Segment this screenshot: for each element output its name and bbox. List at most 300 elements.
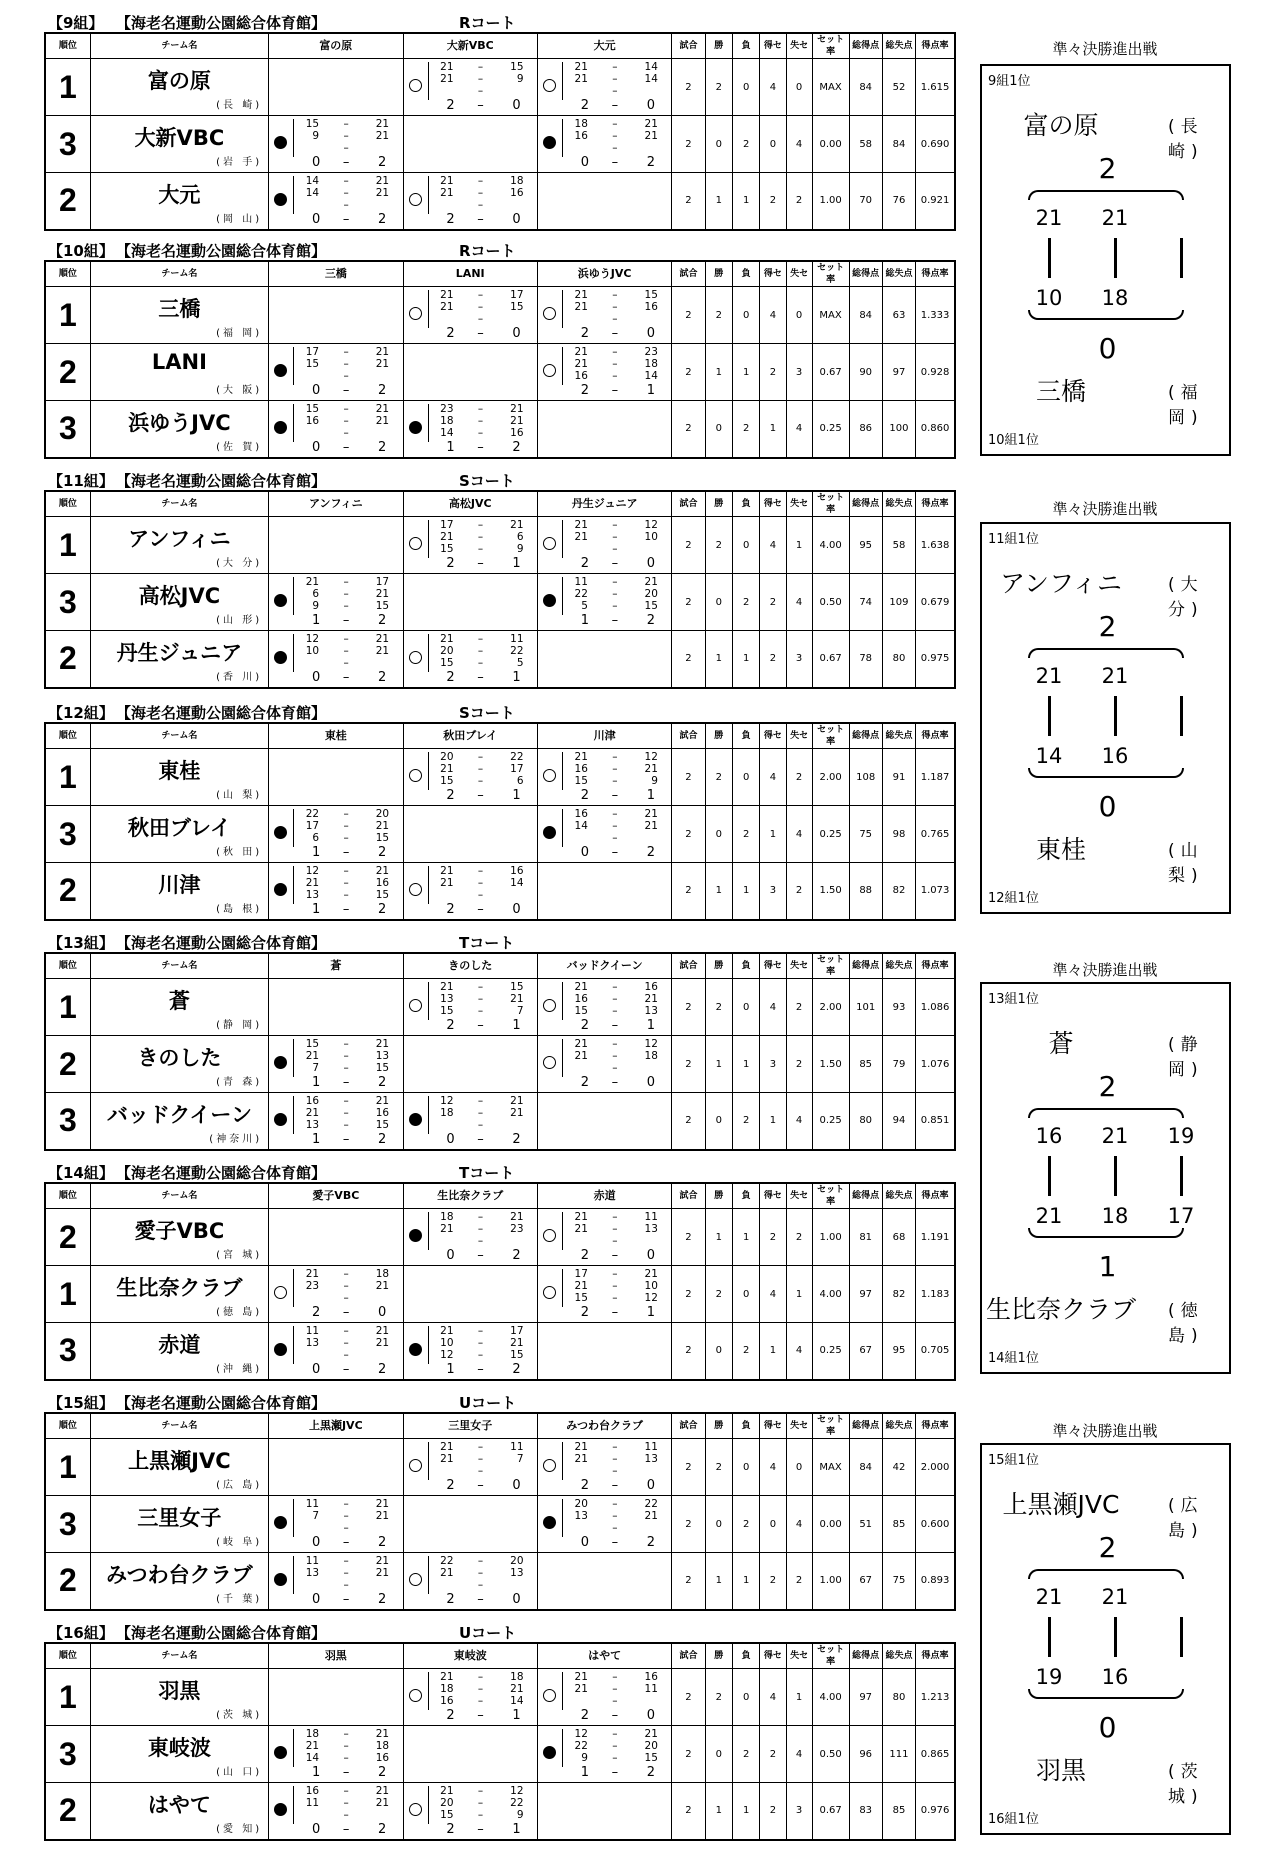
set-score-own: 5 bbox=[581, 600, 588, 612]
match-result-cell bbox=[269, 1783, 403, 1840]
set-score-own: 11 bbox=[305, 1498, 320, 1510]
qf-top-seed-label: 13組1位 bbox=[988, 992, 1039, 1007]
stat-value: 2 bbox=[732, 1726, 759, 1783]
group-header bbox=[44, 468, 956, 490]
set-score-own: 15 bbox=[574, 1005, 588, 1017]
set-score-own: 15 bbox=[440, 543, 454, 555]
bracket-top-line bbox=[1028, 1569, 1184, 1579]
set-score-own: 14 bbox=[574, 820, 588, 832]
team-row bbox=[45, 1266, 955, 1323]
rank-header: 順位 bbox=[45, 1643, 90, 1669]
match-total bbox=[428, 1363, 537, 1377]
stat-value: 2.000 bbox=[916, 1439, 955, 1496]
set-score bbox=[566, 1268, 658, 1280]
opponent-header: 大新VBC bbox=[403, 33, 537, 59]
total-dash: – bbox=[477, 1018, 484, 1033]
set-score bbox=[566, 763, 658, 775]
match-result-cell bbox=[537, 979, 671, 1036]
set-score-own: 22 bbox=[440, 1555, 454, 1567]
header-row bbox=[45, 1413, 955, 1439]
stat-value: 4 bbox=[760, 287, 786, 344]
loss-mark-icon bbox=[409, 1229, 422, 1242]
set-score-dash: – bbox=[343, 346, 349, 358]
stat-value: 2 bbox=[786, 863, 812, 920]
loss-mark-icon bbox=[543, 594, 556, 607]
score-bracket-line bbox=[428, 62, 429, 100]
team-cell bbox=[90, 59, 268, 116]
team-cell bbox=[90, 517, 268, 574]
team-cell bbox=[90, 1093, 268, 1150]
match-total bbox=[293, 1823, 402, 1837]
set-score-own: 6 bbox=[312, 588, 320, 600]
team-header: チーム名 bbox=[90, 953, 268, 979]
match-result-cell bbox=[537, 116, 671, 173]
set-score-dash: – bbox=[477, 763, 484, 775]
set-score bbox=[566, 775, 658, 787]
stat-value: 97 bbox=[849, 1266, 882, 1323]
set-score-dash: – bbox=[343, 1498, 349, 1510]
stat-header: 負 bbox=[732, 723, 759, 749]
set-score-dash: – bbox=[477, 289, 484, 301]
match-result-cell bbox=[269, 1496, 403, 1553]
qf-bottom-seed-label: 16組1位 bbox=[988, 1812, 1039, 1827]
stat-value: 2 bbox=[672, 863, 705, 920]
match-total bbox=[293, 1133, 402, 1147]
set-score-own: 21 bbox=[574, 1441, 588, 1453]
stat-value: 1.615 bbox=[916, 59, 955, 116]
set-score-dash: – bbox=[343, 645, 349, 657]
set-score-opp: 21 bbox=[375, 1095, 390, 1107]
team-rank: 3 bbox=[45, 574, 90, 631]
set-score-dash: – bbox=[343, 1752, 349, 1764]
sets-lost: 2 bbox=[377, 1131, 387, 1147]
set-score-dash: – bbox=[612, 1280, 618, 1292]
match-result-cell bbox=[403, 1209, 537, 1266]
stat-value: 2 bbox=[672, 631, 705, 688]
team-prefecture: (神奈川) bbox=[209, 1133, 263, 1145]
set-score-own: 21 bbox=[574, 1453, 588, 1465]
loss-mark-icon bbox=[274, 1056, 287, 1069]
sets-won: 2 bbox=[580, 788, 590, 803]
stat-value: 0.67 bbox=[812, 344, 849, 401]
header-row bbox=[45, 723, 955, 749]
qf-bottom-seed-label: 12組1位 bbox=[988, 891, 1039, 906]
stat-value: 0.765 bbox=[916, 806, 955, 863]
sets-lost: 0 bbox=[512, 211, 521, 227]
match-result-cell bbox=[403, 979, 537, 1036]
set-score-opp: 22 bbox=[510, 751, 524, 763]
stat-header: 得セ bbox=[760, 1183, 786, 1209]
set-score-own: 21 bbox=[305, 1268, 320, 1280]
bracket-vertical-line bbox=[1048, 696, 1051, 736]
win-mark-icon bbox=[409, 999, 422, 1012]
self-match-cell bbox=[403, 1726, 537, 1783]
stat-value: 1.50 bbox=[812, 863, 849, 920]
set-score bbox=[432, 1211, 524, 1223]
set-score-dash: – bbox=[343, 588, 349, 600]
sets-won: 1 bbox=[580, 1765, 590, 1780]
set-score-opp: 21 bbox=[510, 1683, 524, 1695]
stat-value: 2 bbox=[672, 574, 705, 631]
loss-mark-icon bbox=[274, 883, 287, 896]
sets-lost: 1 bbox=[646, 1305, 656, 1320]
set-score-own: 17 bbox=[574, 1268, 588, 1280]
set-score-opp: 21 bbox=[644, 1268, 658, 1280]
stat-value: 1.00 bbox=[812, 1553, 849, 1610]
set-score-own: 21 bbox=[440, 1567, 454, 1579]
quarterfinal-bracket bbox=[980, 522, 1231, 914]
win-mark-icon bbox=[543, 1459, 556, 1472]
sets-lost: 2 bbox=[377, 845, 387, 860]
standings-table bbox=[44, 32, 956, 231]
set-score-dash: – bbox=[477, 85, 484, 97]
set-score-own: 18 bbox=[305, 1728, 320, 1740]
score-bracket-line bbox=[562, 577, 563, 615]
stat-value: 85 bbox=[849, 1036, 882, 1093]
total-dash: – bbox=[611, 556, 619, 571]
self-match-cell bbox=[537, 631, 671, 688]
total-dash: – bbox=[342, 383, 350, 398]
self-match-cell bbox=[537, 1093, 671, 1150]
set-score bbox=[566, 142, 658, 154]
team-name: 大新VBC bbox=[134, 126, 225, 150]
match-total bbox=[562, 557, 671, 571]
sets-lost: 0 bbox=[646, 1248, 656, 1263]
stat-value: 4 bbox=[760, 1439, 786, 1496]
set-score-dash: – bbox=[612, 1235, 618, 1247]
qf-bottom-seed-label: 10組1位 bbox=[988, 433, 1039, 448]
team-cell bbox=[90, 401, 268, 458]
set-score-opp: 11 bbox=[510, 633, 524, 645]
stat-value: 1 bbox=[786, 1669, 812, 1726]
score-bracket-line bbox=[428, 1096, 429, 1134]
set-score-dash: – bbox=[612, 600, 618, 612]
set-score-opp: 14 bbox=[510, 1695, 524, 1707]
match-result-cell bbox=[269, 1553, 403, 1610]
team-name: 三橋 bbox=[158, 297, 201, 321]
set-score-own: 21 bbox=[574, 301, 588, 313]
qf-bottom-seed-label: 14組1位 bbox=[988, 1351, 1039, 1366]
match-total bbox=[293, 1766, 402, 1780]
set-score bbox=[432, 301, 524, 313]
team-rank: 3 bbox=[45, 116, 90, 173]
set-score bbox=[566, 832, 658, 844]
set-score bbox=[432, 85, 524, 97]
set-score bbox=[297, 1050, 389, 1062]
match-total bbox=[428, 1593, 537, 1607]
opponent-header: きのした bbox=[403, 953, 537, 979]
self-match-cell bbox=[269, 749, 403, 806]
set-score-opp: 15 bbox=[644, 600, 658, 612]
stat-value: 4 bbox=[760, 1669, 786, 1726]
set-score-own: 13 bbox=[440, 993, 454, 1005]
stat-value: 2 bbox=[672, 1266, 705, 1323]
set-score-opp: 13 bbox=[644, 1453, 658, 1465]
stat-value: 100 bbox=[882, 401, 915, 458]
set-score-opp: 13 bbox=[644, 1223, 658, 1235]
match-total bbox=[428, 1479, 537, 1493]
set-score-opp: 18 bbox=[375, 1740, 390, 1752]
total-dash: – bbox=[342, 211, 350, 227]
score-bracket-line bbox=[562, 520, 563, 558]
match-total bbox=[562, 789, 671, 803]
sets-won: 2 bbox=[446, 1478, 455, 1493]
rank-header: 順位 bbox=[45, 1183, 90, 1209]
set-score bbox=[566, 1280, 658, 1292]
qf-title: 準々決勝進出戦 bbox=[1052, 40, 1158, 58]
stat-header: 得点率 bbox=[916, 1183, 955, 1209]
team-cell bbox=[90, 631, 268, 688]
team-rank: 3 bbox=[45, 1726, 90, 1783]
set-score-dash: – bbox=[343, 142, 349, 154]
opponent-header: はやて bbox=[537, 1643, 671, 1669]
set-score-dash: – bbox=[477, 1223, 484, 1235]
set-score bbox=[432, 751, 524, 763]
rank-header: 順位 bbox=[45, 953, 90, 979]
match-result-cell bbox=[537, 1266, 671, 1323]
quarterfinal-bracket bbox=[980, 1443, 1231, 1835]
sets-lost: 1 bbox=[512, 1018, 521, 1033]
set-score-own: 21 bbox=[440, 981, 454, 993]
set-score-dash: – bbox=[343, 808, 349, 820]
set-score-opp: 14 bbox=[510, 877, 524, 889]
set-score-dash: – bbox=[477, 1567, 484, 1579]
set-score-opp: 21 bbox=[510, 993, 524, 1005]
set-score bbox=[297, 820, 389, 832]
bracket-vertical-line bbox=[1048, 1156, 1051, 1196]
score-bracket-line bbox=[428, 520, 429, 558]
stat-header: 試合 bbox=[672, 953, 705, 979]
team-prefecture: (茨 城) bbox=[216, 1710, 263, 1721]
stat-header: 試合 bbox=[672, 1183, 705, 1209]
sets-won: 0 bbox=[311, 669, 321, 685]
set-score-dash: – bbox=[343, 576, 349, 588]
set-score-dash: – bbox=[477, 1555, 484, 1567]
set-score bbox=[566, 1740, 658, 1752]
team-prefecture: (青 森) bbox=[216, 1077, 263, 1088]
sets-lost: 2 bbox=[377, 211, 387, 227]
bracket-top-line bbox=[1028, 190, 1184, 200]
set-score bbox=[566, 576, 658, 588]
set-score-opp: 18 bbox=[644, 358, 658, 370]
group-label: 【10組】 bbox=[48, 242, 114, 260]
sets-lost: 2 bbox=[377, 1765, 387, 1780]
stat-header: 得セ bbox=[760, 953, 786, 979]
sets-won: 0 bbox=[311, 1535, 321, 1550]
set-score-opp: 15 bbox=[375, 832, 390, 844]
stat-value: 0.67 bbox=[812, 1783, 849, 1840]
win-mark-icon bbox=[543, 999, 556, 1012]
team-header: チーム名 bbox=[90, 261, 268, 287]
stat-value: 2 bbox=[760, 1209, 786, 1266]
opponent-header: LANI bbox=[403, 261, 537, 287]
team-rank: 1 bbox=[45, 1266, 90, 1323]
total-dash: – bbox=[477, 1361, 484, 1377]
score-bracket-line bbox=[428, 404, 429, 442]
set-score bbox=[297, 346, 389, 358]
set-score-dash: – bbox=[477, 73, 484, 85]
court-label: Tコート bbox=[459, 1164, 515, 1182]
set-score-own: 12 bbox=[305, 865, 320, 877]
set-score-own: 21 bbox=[440, 763, 454, 775]
stat-value: 0 bbox=[732, 1266, 759, 1323]
set-score-own: 16 bbox=[574, 993, 588, 1005]
set-score bbox=[297, 1107, 389, 1119]
set-score-opp: 15 bbox=[510, 301, 524, 313]
stat-header: 得点率 bbox=[916, 1413, 955, 1439]
stat-header: 負 bbox=[732, 33, 759, 59]
stat-header: 失セ bbox=[786, 1643, 812, 1669]
stat-value: 2 bbox=[760, 574, 786, 631]
stat-value: 95 bbox=[849, 517, 882, 574]
stat-header: 総失点 bbox=[882, 491, 915, 517]
stat-value: 2 bbox=[732, 1496, 759, 1553]
self-match-cell bbox=[537, 1323, 671, 1380]
set-score-own: 21 bbox=[440, 1671, 454, 1683]
stat-value: 0 bbox=[705, 574, 732, 631]
match-result-cell bbox=[403, 1439, 537, 1496]
set-score bbox=[432, 531, 524, 543]
stat-value: 2 bbox=[672, 1209, 705, 1266]
set-score-own: 12 bbox=[305, 633, 320, 645]
stat-value: 81 bbox=[849, 1209, 882, 1266]
team-row bbox=[45, 59, 955, 116]
stat-value: 0 bbox=[705, 116, 732, 173]
set-score-own: 22 bbox=[574, 588, 588, 600]
set-score-own: 9 bbox=[581, 1752, 588, 1764]
stat-value: 2 bbox=[672, 749, 705, 806]
sets-won: 2 bbox=[580, 1075, 590, 1090]
team-row bbox=[45, 1783, 955, 1840]
set-score-dash: – bbox=[612, 346, 618, 358]
sets-won: 2 bbox=[580, 383, 590, 398]
sets-won: 0 bbox=[311, 439, 321, 455]
set-score-own: 21 bbox=[305, 877, 320, 889]
total-dash: – bbox=[477, 556, 484, 571]
stat-value: 82 bbox=[882, 863, 915, 920]
match-total bbox=[428, 671, 537, 685]
score-bracket-line bbox=[562, 290, 563, 328]
set-score-opp: 16 bbox=[510, 865, 524, 877]
match-result-cell bbox=[403, 401, 537, 458]
set-score-dash: – bbox=[343, 1579, 349, 1591]
set-score-dash: – bbox=[343, 415, 349, 427]
win-mark-icon bbox=[543, 1689, 556, 1702]
sets-won: 2 bbox=[446, 1591, 455, 1607]
loss-mark-icon bbox=[274, 193, 287, 206]
set-score-own: 11 bbox=[305, 1325, 320, 1337]
stat-value: 2 bbox=[786, 1209, 812, 1266]
set-score bbox=[297, 1498, 389, 1510]
match-total bbox=[428, 441, 537, 455]
set-score-own: 9 bbox=[312, 130, 320, 142]
sets-lost: 2 bbox=[512, 1131, 521, 1147]
set-score bbox=[566, 981, 658, 993]
set-score-opp: 12 bbox=[510, 1785, 524, 1797]
group-label: 【14組】 bbox=[48, 1164, 114, 1182]
set-score bbox=[297, 415, 389, 427]
match-total bbox=[562, 1766, 671, 1780]
set-score bbox=[432, 877, 524, 889]
stat-header: 失セ bbox=[786, 723, 812, 749]
set-score bbox=[297, 1797, 389, 1809]
opponent-header: 上黒瀬JVC bbox=[269, 1413, 403, 1439]
total-dash: – bbox=[342, 845, 350, 860]
stat-value: 2 bbox=[786, 173, 812, 230]
stat-value: 2 bbox=[672, 287, 705, 344]
total-dash: – bbox=[477, 1248, 484, 1263]
group-block bbox=[44, 700, 956, 921]
set-score-opp: 15 bbox=[375, 889, 390, 901]
stat-value: 97 bbox=[849, 1669, 882, 1726]
stat-value: 4 bbox=[786, 574, 812, 631]
set-score-opp: 21 bbox=[375, 1498, 390, 1510]
set-score-dash: – bbox=[477, 1579, 484, 1591]
score-bracket-line bbox=[562, 1672, 563, 1710]
opponent-header: 三橋 bbox=[269, 261, 403, 287]
set-score-own: 22 bbox=[305, 808, 320, 820]
score-bracket-line bbox=[562, 119, 563, 157]
group-block bbox=[44, 1160, 956, 1381]
qf-team1-set-score: 21 bbox=[1101, 664, 1129, 688]
match-result-cell bbox=[269, 1036, 403, 1093]
set-score-own: 12 bbox=[574, 1728, 588, 1740]
match-result-cell bbox=[403, 749, 537, 806]
set-score-own: 21 bbox=[440, 1441, 454, 1453]
group-label: 【15組】 bbox=[48, 1394, 114, 1412]
set-score-own: 18 bbox=[440, 1211, 454, 1223]
set-score bbox=[566, 588, 658, 600]
set-score-own: 21 bbox=[440, 1785, 454, 1797]
stat-value: 0.25 bbox=[812, 1323, 849, 1380]
set-score bbox=[432, 175, 524, 187]
qf-team2-name: 羽黒 bbox=[1035, 1756, 1086, 1785]
total-dash: – bbox=[611, 155, 619, 170]
team-name: 上黒瀬JVC bbox=[128, 1449, 231, 1473]
self-match-cell bbox=[269, 517, 403, 574]
set-score-dash: – bbox=[612, 531, 618, 543]
set-score-dash: – bbox=[477, 1119, 484, 1131]
set-score-own: 18 bbox=[440, 1683, 454, 1695]
set-score-opp: 20 bbox=[644, 1740, 658, 1752]
stat-value: 0.00 bbox=[812, 1496, 849, 1553]
set-score-opp: 21 bbox=[375, 1797, 390, 1809]
set-score-own: 15 bbox=[305, 118, 320, 130]
score-bracket-line bbox=[562, 62, 563, 100]
set-score bbox=[297, 889, 389, 901]
group-label: 【13組】 bbox=[48, 934, 114, 952]
set-score-own: 20 bbox=[440, 645, 454, 657]
set-score-opp: 17 bbox=[510, 1325, 524, 1337]
sets-lost: 2 bbox=[377, 439, 387, 455]
set-score-opp: 21 bbox=[375, 1510, 390, 1522]
group-block bbox=[44, 930, 956, 1151]
match-total bbox=[293, 156, 402, 170]
match-total bbox=[562, 99, 671, 113]
team-row bbox=[45, 1209, 955, 1266]
set-score-opp: 21 bbox=[510, 415, 524, 427]
set-score bbox=[566, 130, 658, 142]
stat-value: 1 bbox=[786, 517, 812, 574]
set-score-own: 18 bbox=[440, 1107, 454, 1119]
stat-value: 85 bbox=[882, 1783, 915, 1840]
set-score bbox=[297, 1292, 389, 1304]
team-rank: 2 bbox=[45, 1036, 90, 1093]
loss-mark-icon bbox=[274, 1516, 287, 1529]
set-score-own: 15 bbox=[574, 1292, 588, 1304]
score-bracket-line bbox=[428, 1442, 429, 1480]
loss-mark-icon bbox=[274, 364, 287, 377]
